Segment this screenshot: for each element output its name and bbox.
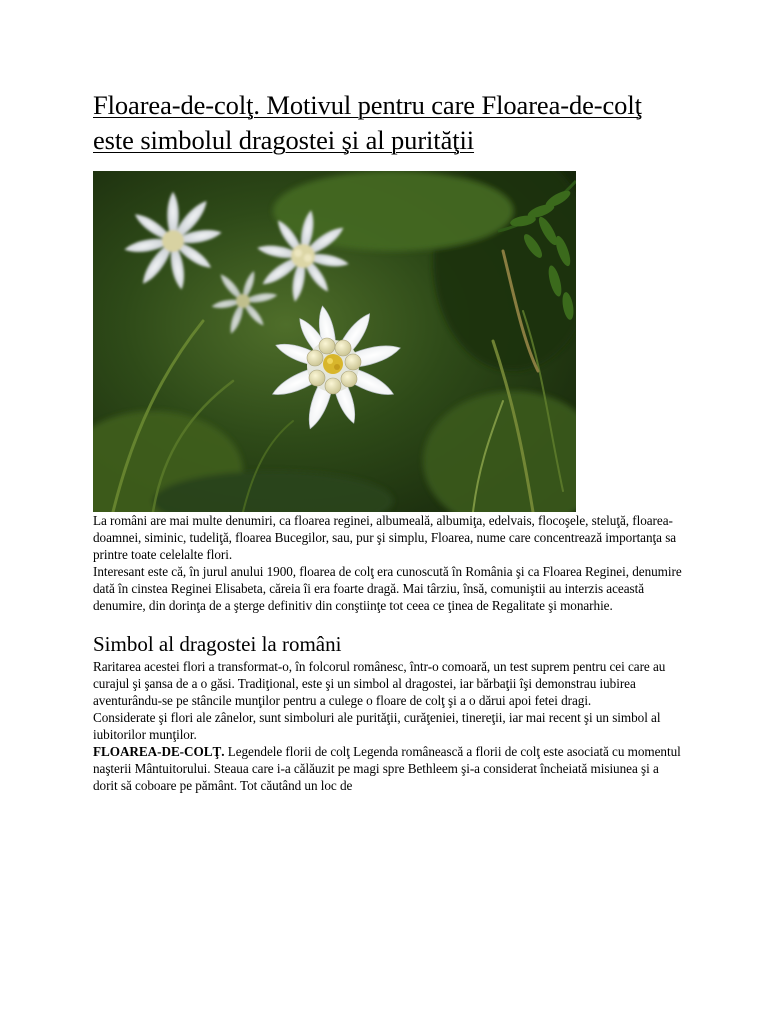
paragraph-names: La români are mai multe denumiri, ca floarea reginei, albumeală, albumiţa, edelvais, flocoşele, steluţă, floarea-doamnei, siminic, tudeliţă, floarea Bucegilor, sau, pur şi simplu, Floarea, nume care concentrează importanţa sa printre toate celelalte flori. xyxy=(93,513,677,562)
paragraph-queen-name: Interesant este că, în jurul anului 1900, floarea de colţ era cunoscută în România şi ca Floarea Reginei, denumire dată în cinstea Reginei Elisabeta, căreia îi era foarte dragă. Mai târziu, însă, comuniştii au interzis această denumire, din dorinţa de a şterge definitiv din conştiinţe tot ceea ce ţinea de Regalitate şi monarhie. xyxy=(93,564,682,613)
paragraph-fairies: Considerate şi flori ale zânelor, sunt simboluri ale purităţii, curăţeniei, tinereţii, iar mai recent şi un simbol al iubitorilor munţilor. xyxy=(93,710,661,742)
document-body xyxy=(93,88,683,794)
paragraph-legend xyxy=(93,743,683,794)
paragraph-rarity: Raritarea acestei flori a transformat-o, în folcorul românesc, într-o comoară, un test suprem pentru cei care au curajul şi şansa de a o găsi. Tradiţional, este şi un simbol al dragostei, iar bărbaţii îşi demonstrau iubirea aventurându-se pe stâncile munţilor pentru a culege o floare de colţ şi a o dărui apoi fetei dragi. xyxy=(93,659,666,708)
legend-lead: FLOAREA-DE-COLŢ. xyxy=(93,744,225,759)
legend-text: Legendele florii de colţ Legenda românească a florii de colţ este asociată cu momentul naşterii Mântuitorului. Steaua care i-a călăuzit pe magi spre Bethleem şi-a considerat încheiată misiunea şi a dorit să coboare pe pământ. Tot căutând un loc de xyxy=(93,744,681,793)
section-heading: Simbol al dragostei la români xyxy=(93,632,342,656)
page-title: Floarea-de-colţ. Motivul pentru care Floarea-de-colţ este simbolul dragostei şi al purităţii xyxy=(93,90,642,155)
edelweiss-photo xyxy=(93,171,576,512)
